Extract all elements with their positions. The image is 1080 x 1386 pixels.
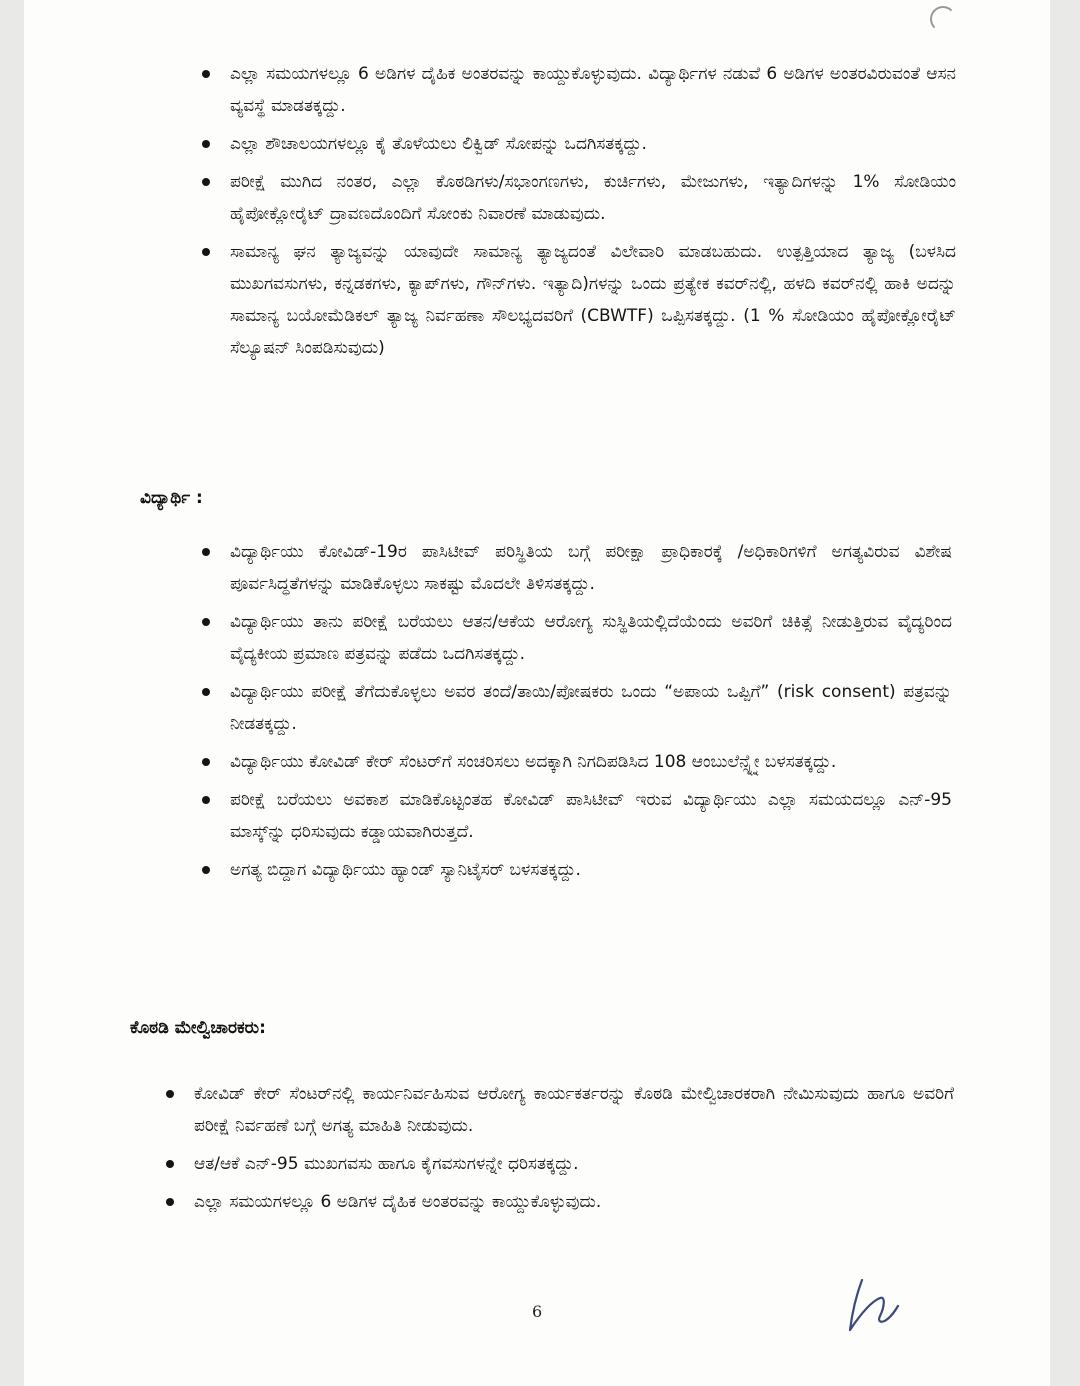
bullet-icon <box>202 548 210 556</box>
list-item: ವಿದ್ಯಾರ್ಥಿಯು ಕೋವಿಡ್ ಕೇರ್ ಸೆಂಟರ್‌ಗೆ ಸಂಚರಿಸಲು ಅದಕ್ಕಾಗಿ ನಿಗದಿಪಡಿಸಿದ 108 ಆಂಬುಲೆನ್ಸ್ನ್ನೇ ಬಳಸತಕ್ಕದ್ದು. <box>230 746 952 778</box>
room-supervisor-heading: ಕೊಠಡಿ ಮೇಲ್ವಿಚಾರಕರು: <box>130 1018 266 1038</box>
student-section <box>24 536 1050 892</box>
bullet-icon <box>202 758 210 766</box>
bullet-icon <box>166 1198 174 1206</box>
bullet-icon <box>202 796 210 804</box>
list-item: ಕೋವಿಡ್ ಕೇರ್ ಸೆಂಟರ್‌ನಲ್ಲಿ ಕಾರ್ಯನಿರ್ವಹಿಸುವ ಆರೋಗ್ಯ ಕಾರ್ಯಕರ್ತರನ್ನು ಕೊಠಡಿ ಮೇಲ್ವಿಚಾರಕರಾಗಿ ನೇಮಿಸುವುದು ಹಾಗೂ ಅವರಿಗೆ ಪರೀಕ್ಷೆ ನಿರ್ವಹಣೆ ಬಗ್ಗೆ ಅಗತ್ಯ ಮಾಹಿತಿ ನೀಡುವುದು. <box>194 1078 954 1142</box>
list-item: ಪರೀಕ್ಷೆ ಮುಗಿದ ನಂತರ, ಎಲ್ಲಾ ಕೊಠಡಿಗಳು/ಸಭಾಂಗಣಗಳು, ಕುರ್ಚಿಗಳು, ಮೇಜುಗಳು, ಇತ್ಯಾದಿಗಳನ್ನು 1% ಸೋಡಿಯಂ ಹೈಪೋಕ್ಲೋರೈಟ್ ದ್ರಾವಣದೊಂದಿಗೆ ಸೋಂಕು ನಿವಾರಣೆ ಮಾಡುವುದು. <box>230 166 956 230</box>
list-item: ಸಾಮಾನ್ಯ ಘನ ತ್ಯಾಜ್ಯವನ್ನು ಯಾವುದೇ ಸಾಮಾನ್ಯ ತ್ಯಾಜ್ಯದಂತೆ ವಿಲೇವಾರಿ ಮಾಡಬಹುದು. ಉತ್ಪತ್ತಿಯಾದ ತ್ಯಾಜ್ಯ (ಬಳಸಿದ ಮುಖಗವಸುಗಳು, ಕನ್ನಡಕಗಳು, ಕ್ಯಾಪ್‌ಗಳು, ಗೌನ್‌ಗಳು. ಇತ್ಯಾದಿ)ಗಳನ್ನು ಒಂದು ಪ್ರತ್ಯೇಕ ಕವರ್‌ನಲ್ಲಿ, ಹಳದಿ ಕವರ್‌ನಲ್ಲಿ ಹಾಕಿ ಅದನ್ನು ಸಾಮಾನ್ಯ ಬಯೋಮೆಡಿಕಲ್ ತ್ಯಾಜ್ಯ ನಿರ್ವಹಣಾ ಸೌಲಭ್ಯದವರಿಗೆ (CBWTF) ಒಪ್ಪಿಸತಕ್ಕದ್ದು. (1 % ಸೋಡಿಯಂ ಹೈಪೋಕ್ಲೋರೈಟ್ ಸೆಲ್ಯೂಷನ್ ಸಿಂಪಡಿಸುವುದು) <box>230 236 956 364</box>
room-supervisor-list <box>194 1078 954 1218</box>
general-instructions-list <box>230 58 956 364</box>
bullet-icon <box>166 1160 174 1168</box>
bullet-icon <box>166 1090 174 1098</box>
student-instructions-list <box>230 536 952 886</box>
list-item: ಎಲ್ಲಾ ಶೌಚಾಲಯಗಳಲ್ಲೂ ಕೈ ತೊಳೆಯಲು ಲಿಕ್ವಿಡ್ ಸೋಪನ್ನು ಒದಗಿಸತಕ್ಕದ್ದು. <box>230 128 956 160</box>
bullet-icon <box>202 70 210 78</box>
bullet-icon <box>202 618 210 626</box>
list-item: ಎಲ್ಲಾ ಸಮಯಗಳಲ್ಲೂ 6 ಅಡಿಗಳ ದೈಹಿಕ ಅಂತರವನ್ನು ಕಾಯ್ದುಕೊಳ್ಳುವುದು. ವಿದ್ಯಾರ್ಥಿಗಳ ನಡುವೆ 6 ಅಡಿಗಳ ಅಂತರವಿರುವಂತೆ ಆಸನ ವ್ಯವಸ್ಥೆ ಮಾಡತಕ್ಕದ್ದು. <box>230 58 956 122</box>
list-item: ಆತ/ಆಕೆ ಎನ್-95 ಮುಖಗವಸು ಹಾಗೂ ಕೈಗವಸುಗಳನ್ನೇ ಧರಿಸತಕ್ಕದ್ದು. <box>194 1148 954 1180</box>
list-item: ಎಲ್ಲಾ ಸಮಯಗಳಲ್ಲೂ 6 ಅಡಿಗಳ ದೈಹಿಕ ಅಂತರವನ್ನು ಕಾಯ್ದುಕೊಳ್ಳುವುದು. <box>194 1186 954 1218</box>
list-item: ಪರೀಕ್ಷೆ ಬರೆಯಲು ಅವಕಾಶ ಮಾಡಿಕೊಟ್ಟಂತಹ ಕೋವಿಡ್ ಪಾಸಿಟೀವ್ ಇರುವ ವಿದ್ಯಾರ್ಥಿಯು ಎಲ್ಲಾ ಸಮಯದಲ್ಲೂ ಎನ್-95 ಮಾಸ್ಕ್‌ನ್ನು ಧರಿಸುವುದು ಕಡ್ಡಾಯವಾಗಿರುತ್ತದೆ. <box>230 784 952 848</box>
list-item: ಅಗತ್ಯ ಬಿದ್ದಾಗ ವಿದ್ಯಾರ್ಥಿಯು ಹ್ಯಾಂಡ್ ಸ್ಯಾನಿಟೈಸರ್ ಬಳಸತಕ್ಕದ್ದು. <box>230 854 952 886</box>
student-heading: ವಿದ್ಯಾರ್ಥಿ : <box>140 488 203 508</box>
document-page <box>24 0 1050 1386</box>
bullet-icon <box>202 688 210 696</box>
general-instructions-section <box>24 58 1050 370</box>
page-number: 6 <box>532 1302 543 1321</box>
bullet-icon <box>202 866 210 874</box>
list-item: ವಿದ್ಯಾರ್ಥಿಯು ಪರೀಕ್ಷೆ ತೆಗೆದುಕೊಳ್ಳಲು ಅವರ ತಂದೆ/ತಾಯಿ/ಪೋಷಕರು ಒಂದು “ಅಪಾಯ ಒಪ್ಪಿಗೆ” (risk consent) ಪತ್ರವನ್ನು ನೀಡತಕ್ಕದ್ದು. <box>230 676 952 740</box>
bullet-icon <box>202 248 210 256</box>
bullet-icon <box>202 140 210 148</box>
list-item: ವಿದ್ಯಾರ್ಥಿಯು ತಾನು ಪರೀಕ್ಷೆ ಬರೆಯಲು ಆತನ/ಆಕೆಯ ಆರೋಗ್ಯ ಸುಸ್ಥಿತಿಯಲ್ಲಿದೆಯೆಂದು ಅವರಿಗೆ ಚಿಕಿತ್ಸೆ ನೀಡುತ್ತಿರುವ ವೈದ್ಯರಿಂದ ವೈದ್ಯಕೀಯ ಪ್ರಮಾಣ ಪತ್ರವನ್ನು ಪಡೆದು ಒದಗಿಸತಕ್ಕದ್ದು. <box>230 606 952 670</box>
room-supervisor-section <box>24 1078 1050 1224</box>
signature-icon <box>840 1272 910 1342</box>
corner-mark <box>930 6 956 32</box>
bullet-icon <box>202 178 210 186</box>
list-item: ವಿದ್ಯಾರ್ಥಿಯು ಕೋವಿಡ್-19ರ ಪಾಸಿಟೀವ್ ಪರಿಸ್ಥಿತಿಯ ಬಗ್ಗೆ ಪರೀಕ್ಷಾ ಪ್ರಾಧಿಕಾರಕ್ಕೆ /ಅಧಿಕಾರಿಗಳಿಗೆ ಅಗತ್ಯವಿರುವ ವಿಶೇಷ ಪೂರ್ವಸಿದ್ಧತೆಗಳನ್ನು ಮಾಡಿಕೊಳ್ಳಲು ಸಾಕಷ್ಟು ಮೊದಲೇ ತಿಳಿಸತಕ್ಕದ್ದು. <box>230 536 952 600</box>
